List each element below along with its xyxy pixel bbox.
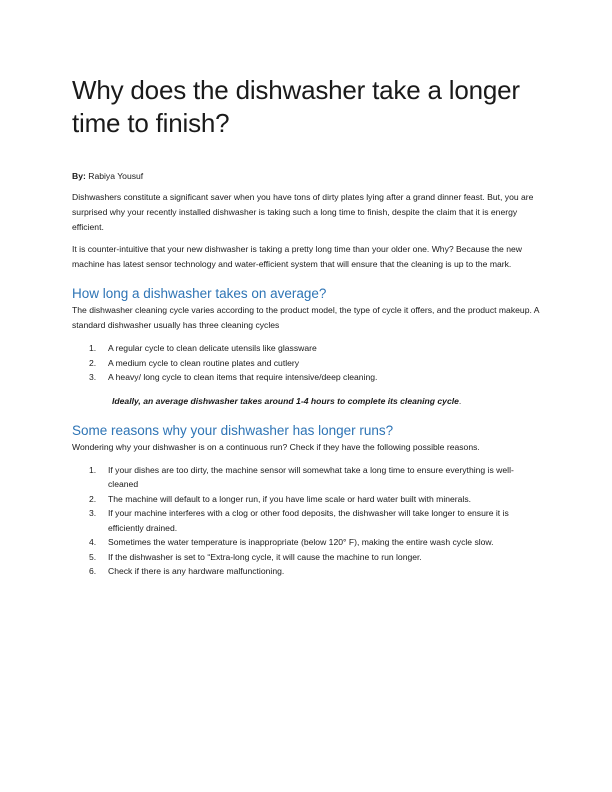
section2-paragraph: Wondering why your dishwasher is on a continuous run? Check if they have the following possible reasons.: [72, 441, 480, 452]
reasons-list: [72, 463, 542, 579]
list-item: [72, 535, 542, 550]
list-text: Check if there is any hardware malfunctioning.: [108, 566, 285, 576]
intro-paragraph-1: Dishwashers constitute a significant saver when you have tons of dirty plates lying after a grand dinner feast. But, you are surprised why your recently installed dishwasher is taking such a long time to finish, despite the claim that it is energy efficient.: [72, 192, 534, 232]
byline-label: By:: [72, 171, 86, 181]
list-text: A medium cycle to clean routine plates and cutlery: [108, 357, 300, 368]
byline: [72, 170, 542, 182]
list-number: 1.: [89, 464, 97, 475]
article-title: Why does the dishwasher take a longer time to finish?: [72, 75, 520, 138]
article-body: [72, 74, 542, 579]
note-text: Ideally, an average dishwasher takes around 1-4 hours to complete its cleaning cycle: [112, 395, 459, 406]
list-item: [72, 564, 542, 579]
section1-heading: How long a dishwasher takes on average?: [72, 286, 327, 301]
list-number: 2.: [89, 357, 97, 368]
list-number: 1.: [89, 343, 97, 353]
list-number: 4.: [89, 537, 97, 547]
list-text: The machine will default to a longer run, if you have lime scale or hard water built with minerals.: [108, 493, 472, 504]
list-item: [72, 550, 542, 565]
section1-paragraph: The dishwasher cleaning cycle varies according to the product model, the type of cycle it offers, and the product makeup. A standard dishwasher usually has three cleaning cycles: [72, 305, 540, 330]
average-time-note: [112, 394, 542, 408]
list-text: A heavy/ long cycle to clean items that require intensive/deep cleaning.: [108, 372, 378, 382]
section2-heading: Some reasons why your dishwasher has longer runs?: [72, 422, 394, 438]
list-text: If your machine interferes with a clog or other food deposits, the dishwasher will take longer to ensure it is efficiently drained.: [108, 508, 509, 533]
cycle-list: [72, 341, 542, 385]
list-text: If your dishes are too dirty, the machine sensor will somewhat take a long time to ensure everything is well-cleaned: [108, 464, 514, 489]
list-number: 3.: [89, 372, 97, 382]
list-item: [72, 463, 542, 492]
list-number: 5.: [89, 551, 97, 562]
list-item: [72, 506, 542, 535]
list-item: [72, 370, 542, 385]
list-text: If the dishwasher is set to “Extra-long cycle, it will cause the machine to run longer.: [108, 551, 422, 562]
note-period: .: [458, 395, 462, 406]
list-text: Sometimes the water temperature is inappropriate (below 120° F), making the entire wash cycle slow.: [108, 537, 494, 547]
list-item: [72, 356, 542, 371]
list-text: A regular cycle to clean delicate utensils like glassware: [108, 343, 317, 353]
list-item: [72, 341, 542, 356]
list-number: 2.: [89, 493, 97, 504]
list-number: 3.: [89, 508, 97, 518]
intro-paragraph-2: It is counter-intuitive that your new dishwasher is taking a pretty long time than your older one. Why? Because the new machine has latest sensor technology and water-efficient system that will ensure that the cleaning is up to the mark.: [72, 244, 522, 269]
byline-author: Rabiya Yousuf: [88, 171, 144, 181]
list-item: [72, 492, 542, 507]
list-number: 6.: [89, 566, 97, 576]
